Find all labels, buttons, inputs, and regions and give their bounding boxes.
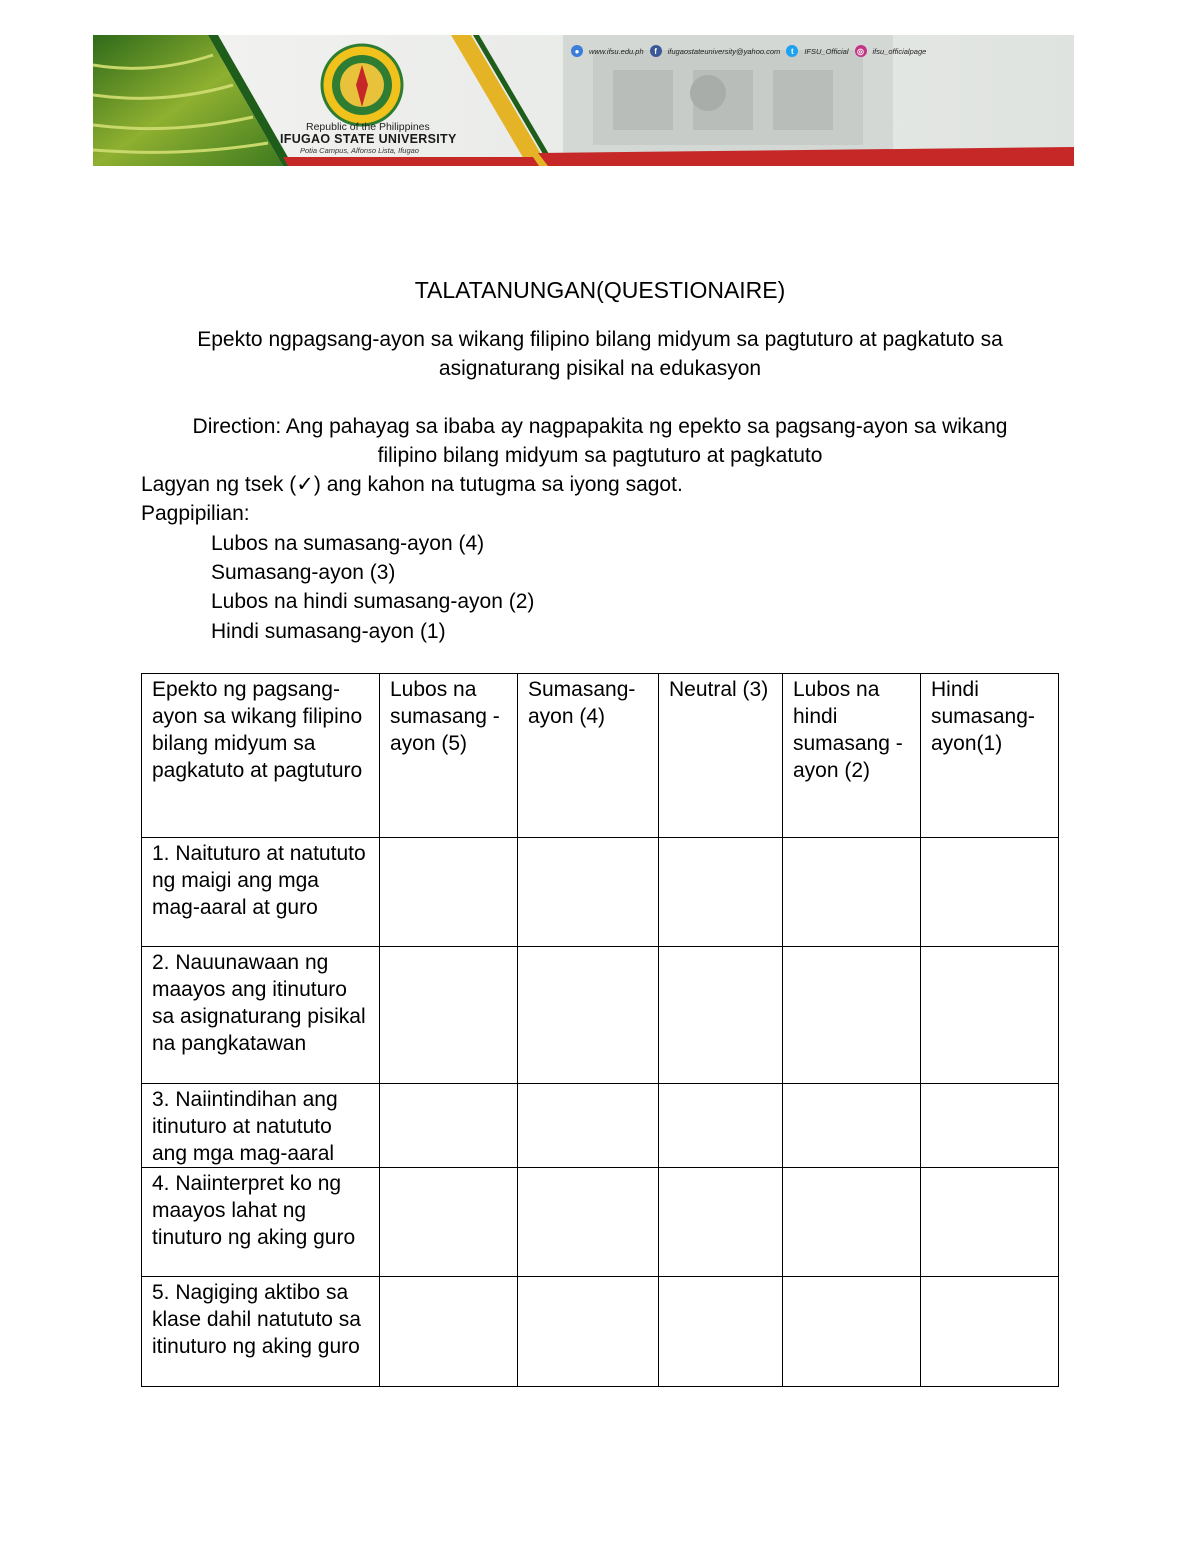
statement-cell: 5. Nagiging aktibo sa klase dahil natututo sa itinuturo ng aking guro bbox=[142, 1277, 380, 1387]
choice-item: Hindi sumasang-ayon (1) bbox=[211, 620, 446, 643]
direction-line-2: filipino bilang midyum sa pagtuturo at pagkatuto bbox=[377, 444, 823, 467]
answer-cell[interactable] bbox=[518, 1084, 659, 1168]
subtitle bbox=[140, 325, 1060, 383]
answer-cell[interactable] bbox=[783, 1277, 921, 1387]
statement-cell: 1. Naituturo at natututo ng maigi ang mga mag-aaral at guro bbox=[142, 838, 380, 947]
twitter-icon: t bbox=[786, 45, 798, 57]
republic-label: Republic of the Philippines bbox=[306, 121, 430, 133]
globe-icon: ● bbox=[571, 45, 583, 57]
contact-website[interactable]: www.ifsu.edu.ph bbox=[589, 46, 644, 56]
answer-cell[interactable] bbox=[380, 947, 518, 1084]
answer-cell[interactable] bbox=[380, 1277, 518, 1387]
answer-cell[interactable] bbox=[518, 947, 659, 1084]
answer-cell[interactable] bbox=[659, 1168, 783, 1277]
table-row bbox=[142, 1084, 1059, 1168]
choice-item: Sumasang-ayon (3) bbox=[211, 561, 396, 584]
university-name: IFUGAO STATE UNIVERSITY bbox=[280, 132, 457, 146]
choice-item: Lubos na hindi sumasang-ayon (2) bbox=[211, 590, 535, 613]
header-cell-2: Lubos na hindi sumasang -ayon (2) bbox=[783, 674, 921, 838]
answer-cell[interactable] bbox=[518, 1277, 659, 1387]
statement-cell: 2. Nauunawaan ng maayos ang itinuturo sa asignaturang pisikal na pangkatawan bbox=[142, 947, 380, 1084]
contact-email[interactable]: ifugaostateuniversity@yahoo.com bbox=[667, 46, 781, 56]
answer-cell[interactable] bbox=[921, 1084, 1059, 1168]
page-title: TALATANUNGAN(QUESTIONAIRE) bbox=[414, 277, 786, 303]
table-row bbox=[142, 947, 1059, 1084]
answer-cell[interactable] bbox=[783, 838, 921, 947]
university-banner bbox=[93, 35, 1074, 166]
statement-cell: 3. Naiintindihan ang itinuturo at natututo ang mga mag-aaral bbox=[142, 1084, 380, 1168]
facebook-icon: f bbox=[650, 45, 662, 57]
header-cell-3: Neutral (3) bbox=[659, 674, 783, 838]
contact-twitter[interactable]: IFSU_Official bbox=[804, 46, 849, 56]
choice-item: Lubos na sumasang-ayon (4) bbox=[211, 532, 485, 555]
subtitle-line-2: asignaturang pisikal na edukasyon bbox=[438, 357, 762, 380]
answer-cell[interactable] bbox=[380, 1168, 518, 1277]
header-cell-1: Hindi sumasang-ayon(1) bbox=[921, 674, 1059, 838]
contact-strip bbox=[571, 45, 926, 57]
answer-cell[interactable] bbox=[921, 838, 1059, 947]
answer-cell[interactable] bbox=[783, 947, 921, 1084]
direction-line-1: Direction: Ang pahayag sa ibaba ay nagpapakita ng epekto sa pagsang-ayon sa wikang bbox=[192, 415, 1008, 438]
answer-cell[interactable] bbox=[921, 1277, 1059, 1387]
table-row bbox=[142, 838, 1059, 947]
answer-cell[interactable] bbox=[659, 1277, 783, 1387]
answer-cell[interactable] bbox=[518, 1168, 659, 1277]
answer-cell[interactable] bbox=[921, 947, 1059, 1084]
answer-cell[interactable] bbox=[921, 1168, 1059, 1277]
header-cell-4: Sumasang-ayon (4) bbox=[518, 674, 659, 838]
answer-cell[interactable] bbox=[518, 838, 659, 947]
instagram-icon: ◎ bbox=[855, 45, 867, 57]
campus-address: Potia Campus, Alfonso Lista, Ifugao bbox=[300, 146, 419, 155]
answer-cell[interactable] bbox=[659, 1084, 783, 1168]
statement-cell: 4. Naiinterpret ko ng maayos lahat ng tinuturo ng aking guro bbox=[142, 1168, 380, 1277]
choices-label: Pagpipilian: bbox=[141, 502, 250, 525]
table-header-row bbox=[142, 674, 1059, 838]
header-cell-5: Lubos na sumasang -ayon (5) bbox=[380, 674, 518, 838]
answer-cell[interactable] bbox=[380, 1084, 518, 1168]
answer-cell[interactable] bbox=[659, 838, 783, 947]
instruction-text: Lagyan ng tsek (✓) ang kahon na tutugma sa iyong sagot. bbox=[141, 473, 683, 496]
table-row bbox=[142, 1277, 1059, 1387]
direction bbox=[140, 412, 1060, 470]
answer-cell[interactable] bbox=[659, 947, 783, 1084]
answer-cell[interactable] bbox=[380, 838, 518, 947]
table-row bbox=[142, 1168, 1059, 1277]
answer-cell[interactable] bbox=[783, 1168, 921, 1277]
questionnaire-table bbox=[141, 673, 1059, 1387]
answer-cell[interactable] bbox=[783, 1084, 921, 1168]
contact-instagram[interactable]: ifsu_officialpage bbox=[872, 46, 927, 56]
header-cell-statement: Epekto ng pagsang-ayon sa wikang filipino bilang midyum sa pagkatuto at pagtuturo bbox=[142, 674, 380, 838]
subtitle-line-1: Epekto ngpagsang-ayon sa wikang filipino bilang midyum sa pagtuturo at pagkatuto sa bbox=[197, 328, 1003, 351]
